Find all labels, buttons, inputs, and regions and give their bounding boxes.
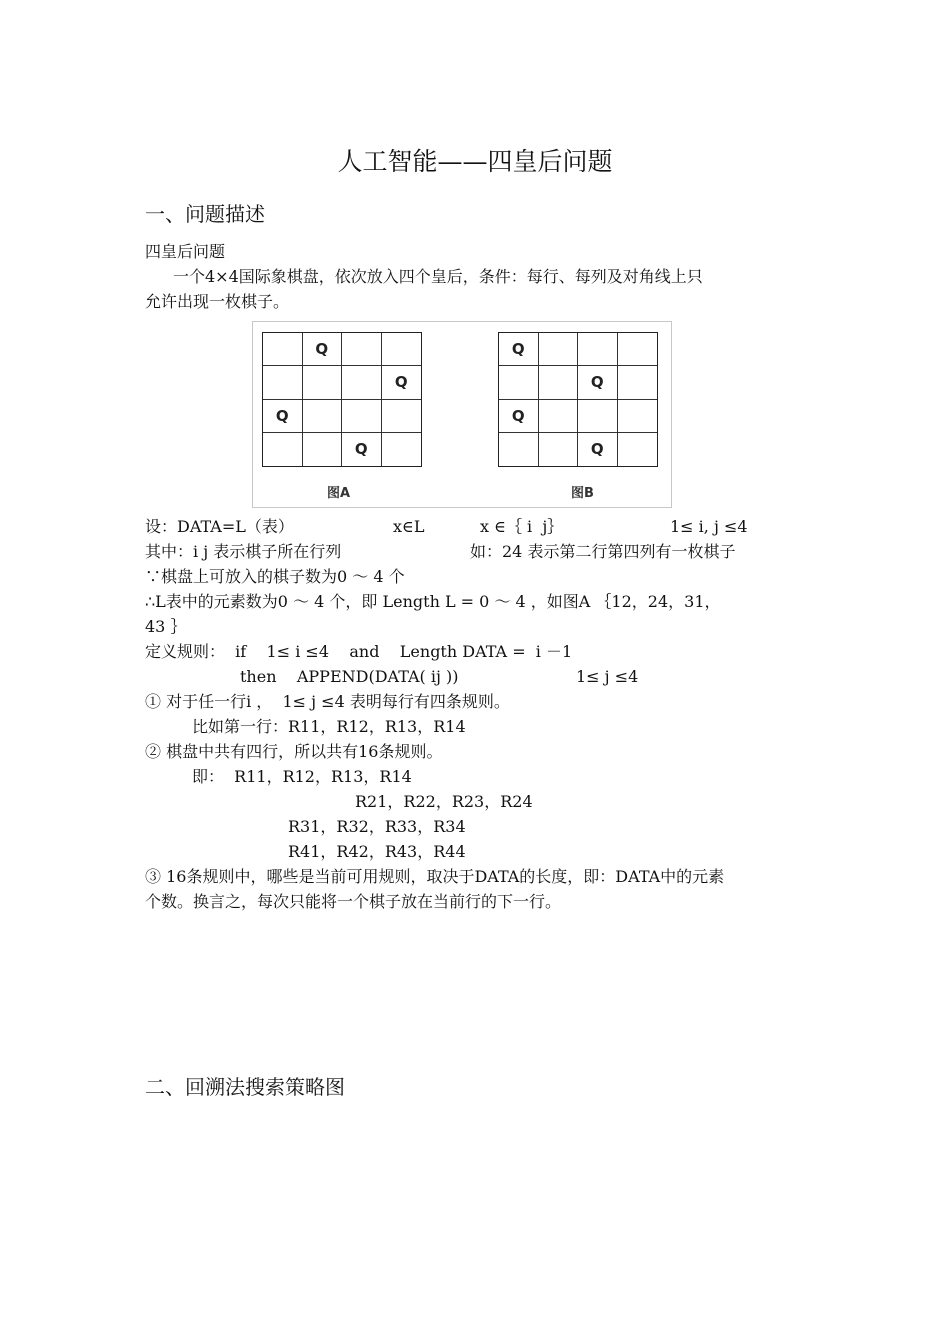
board-cell: [342, 333, 382, 366]
board-cell: [618, 400, 658, 433]
board-cell: [342, 366, 382, 399]
queens-figure: [252, 321, 672, 508]
board-cell: Q: [578, 433, 618, 466]
board-cell: [263, 333, 303, 366]
point-2: ② 棋盘中共有四行，所以共有16条规则。: [145, 742, 443, 761]
board-cell: Q: [578, 366, 618, 399]
ij-example: 如：24 表示第二行第四列有一枚棋子: [470, 542, 736, 561]
board-cell: [382, 433, 422, 466]
problem-desc-line1: 一个4×4国际象棋盘，依次放入四个皇后，条件：每行、每列及对角线上只: [173, 267, 703, 286]
board-cell: [578, 400, 618, 433]
rule-then: then APPEND(DATA( ij )): [240, 667, 459, 686]
board-cell: [539, 333, 579, 366]
page-title: 人工智能——四皇后问题: [337, 147, 613, 176]
board-cell: [618, 366, 658, 399]
board-cell: [342, 400, 382, 433]
board-cell: Q: [499, 400, 539, 433]
board-cell: [578, 333, 618, 366]
board-cell: [618, 333, 658, 366]
point-1: ① 对于任一行i ， 1≤ j ≤4 表明每行有四条规则。: [145, 692, 510, 711]
point-1-example: 比如第一行：R11，R12，R13，R14: [192, 717, 466, 736]
definition-range: 1≤ i, j ≤4: [670, 517, 748, 536]
problem-desc-line2: 允许出现一枚棋子。: [145, 292, 290, 311]
board-cell: [263, 433, 303, 466]
board-cell: [303, 433, 343, 466]
definition-data: 设：DATA=L（表）: [145, 517, 294, 536]
board-cell: [499, 366, 539, 399]
definition-x-set: x ∈｛ i j｝: [480, 517, 564, 536]
ij-meaning: 其中：i j 表示棋子所在行列: [145, 542, 342, 561]
point-3: ③ 16条规则中，哪些是当前可用规则，取决于DATA的长度，即：DATA中的元素: [145, 867, 725, 886]
point-3-cont: 个数。换言之，每次只能将一个棋子放在当前行的下一行。: [145, 892, 562, 911]
board-b-caption: 图B: [571, 486, 594, 501]
definition-x-in-l: x∈L: [393, 517, 425, 536]
problem-name: 四皇后问题: [145, 242, 226, 261]
because-line: ∵棋盘上可放入的棋子数为0 ～ 4 个: [145, 567, 405, 586]
section-heading-2: 二、回溯法搜索策略图: [145, 1075, 345, 1099]
board-cell: Q: [303, 333, 343, 366]
rules-row-1: 即： R11，R12，R13，R14: [192, 767, 412, 786]
rules-row-3: R31，R32，R33，R34: [288, 817, 466, 836]
board-cell: [303, 400, 343, 433]
board-cell: [618, 433, 658, 466]
board-cell: [499, 433, 539, 466]
board-cell: [539, 433, 579, 466]
board-cell: [382, 333, 422, 366]
board-cell: [382, 400, 422, 433]
section-heading-1: 一、问题描述: [145, 202, 265, 226]
rule-if: 定义规则： if 1≤ i ≤4 and Length DATA = i －1: [145, 642, 573, 661]
board-cell: [539, 366, 579, 399]
therefore-line: ∴L表中的元素数为0 ～ 4 个，即 Length L = 0 ～ 4 ，如图A ｛12，24，31，: [145, 592, 721, 611]
rule-then-range: 1≤ j ≤4: [576, 667, 639, 686]
board-cell: Q: [382, 366, 422, 399]
board-a: [262, 332, 422, 467]
board-a-caption: 图A: [327, 486, 351, 501]
board-cell: Q: [263, 400, 303, 433]
board-cell: Q: [499, 333, 539, 366]
rules-row-2: R21，R22，R23，R24: [355, 792, 533, 811]
board-cell: Q: [342, 433, 382, 466]
board-b: [498, 332, 658, 467]
board-cell: [303, 366, 343, 399]
therefore-line-cont: 43 ｝: [145, 617, 187, 636]
rules-row-4: R41，R42，R43，R44: [288, 842, 466, 861]
board-cell: [539, 400, 579, 433]
board-cell: [263, 366, 303, 399]
